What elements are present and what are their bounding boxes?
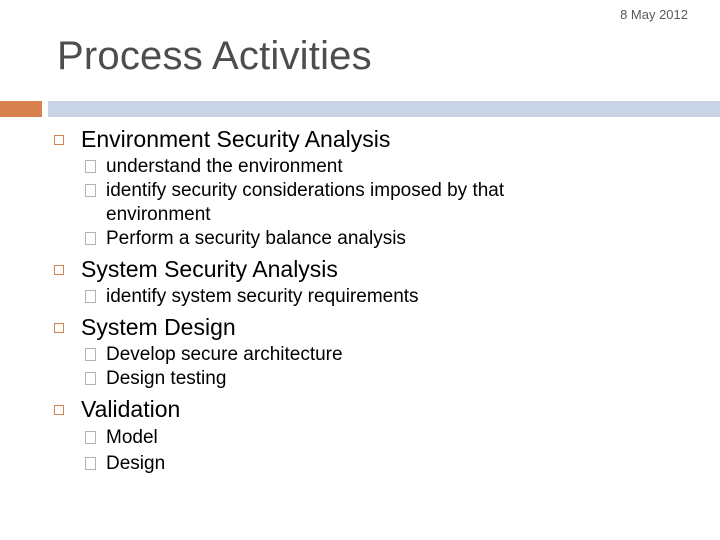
sub-item-text: Design testing [106,368,227,389]
sub-bullet-icon [85,184,96,197]
sub-list [54,285,694,309]
sub-bullet-icon [85,290,96,303]
sub-item-text: Develop secure architecture [106,344,343,365]
slide-date: 8 May 2012 [620,7,688,22]
sub-item-text: identify system security requirements [106,286,419,307]
bullet-list [54,124,694,479]
bullet-label: System Security Analysis [81,256,338,282]
bullet-label: Validation [81,396,181,422]
list-item [54,312,694,342]
bullet-system-design [54,312,694,391]
sub-bullet-icon [85,372,96,385]
bullet-system-security-analysis [54,254,694,309]
square-bullet-icon [54,135,64,145]
square-bullet-icon [54,405,64,415]
list-item [54,394,694,424]
bullet-label: System Design [81,314,236,340]
sub-item-text: understand the environment [106,156,343,177]
sub-item [54,343,694,367]
sub-item-text: Design [106,453,166,474]
sub-list [54,155,694,251]
sub-bullet-icon [85,160,96,173]
sub-item-text: Perform a security balance analysis [106,228,406,249]
accent-bar [0,101,42,117]
sub-bullet-icon [85,348,96,361]
bullet-label: Environment Security Analysis [81,126,391,152]
bullet-environment-security-analysis [54,124,694,251]
list-item [54,254,694,284]
sub-list [54,343,694,391]
sub-item-text: identify security considerations imposed by that environment [106,180,505,225]
square-bullet-icon [54,265,64,275]
sub-item [54,285,694,309]
sub-bullet-icon [85,457,96,470]
slide-title: Process Activities [57,34,372,78]
sub-item [54,179,576,227]
square-bullet-icon [54,323,64,333]
sub-list [54,426,694,476]
sub-item [54,452,694,476]
bullet-validation [54,394,694,476]
sub-item [54,367,694,391]
sub-item [54,155,694,179]
list-item [54,124,694,154]
sub-bullet-icon [85,431,96,444]
sub-item-text: Model [106,427,158,448]
sub-item [54,426,694,450]
header-divider-bar [48,101,720,117]
sub-item [54,227,694,251]
sub-bullet-icon [85,232,96,245]
